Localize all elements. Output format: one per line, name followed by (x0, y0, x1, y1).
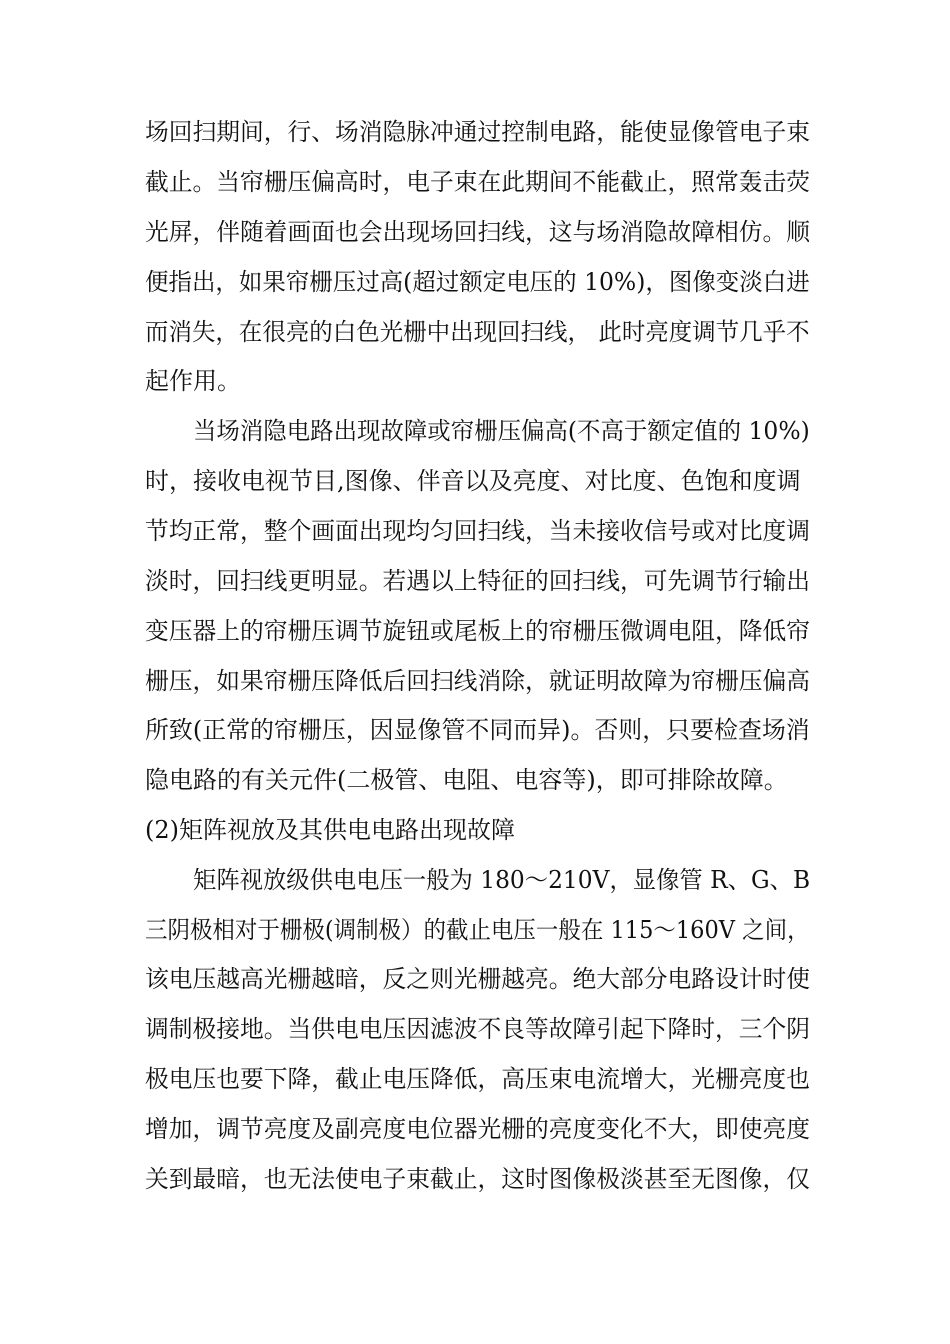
text-line: 栅压，如果帘栅压降低后回扫线消除，就证明故障为帘栅压偏高 (145, 667, 811, 695)
text-line: 极电压也要下降，截止电压降低，高压束电流增大，光栅亮度也 (145, 1065, 811, 1093)
text-line: 节均正常，整个画面出现均匀回扫线，当未接收信号或对比度调 (145, 517, 811, 545)
text-line: 变压器上的帘栅压调节旋钮或尾板上的帘栅压微调电阻，降低帘 (145, 617, 811, 645)
text-line: 该电压越高光栅越暗，反之则光栅越亮。绝大部分电路设计时使 (145, 965, 811, 993)
text-line: 便指出，如果帘栅压过高(超过额定电压的 10%)，图像变淡白进 (145, 268, 810, 296)
text-line: 当场消隐电路出现故障或帘栅压偏高(不高于额定值的 10%) (193, 417, 810, 445)
text-line: 场回扫期间，行、场消隐脉冲通过控制电路，能使显像管电子束 (145, 118, 811, 146)
text-line: 隐电路的有关元件(二极管、电阻、电容等)，即可排除故障。 (145, 766, 788, 794)
text-line: 光屏，伴随着画面也会出现场回扫线，这与场消隐故障相仿。顺 (145, 218, 811, 246)
text-line: 所致(正常的帘栅压，因显像管不同而异)。否则，只要检查场消 (145, 716, 810, 744)
section-heading: (2)矩阵视放及其供电电路出现故障 (145, 816, 515, 844)
text-line: 淡时，回扫线更明显。若遇以上特征的回扫线，可先调节行输出 (145, 567, 811, 595)
text-line: 截止。当帘栅压偏高时，电子束在此期间不能截止，照常轰击荧 (145, 168, 811, 196)
text-line: 调制极接地。当供电电压因滤波不良等故障引起下降时，三个阴 (145, 1015, 811, 1043)
text-line: 三阴极相对于栅极(调制极）的截止电压一般在 115～160V 之间， (145, 916, 810, 944)
text-line: 增加，调节亮度及副亮度电位器光栅的亮度变化不大，即使亮度 (145, 1115, 811, 1143)
text-line: 而消失，在很亮的白色光栅中出现回扫线， 此时亮度调节几乎不 (145, 318, 810, 346)
text-line: 关到最暗，也无法使电子束截止，这时图像极淡甚至无图像，仅 (145, 1165, 811, 1193)
text-line: 起作用。 (145, 367, 241, 395)
text-line: 矩阵视放级供电电压一般为 180～210V，显像管 R、G、B (193, 866, 811, 894)
text-line: 时，接收电视节目,图像、伴音以及亮度、对比度、色饱和度调 (145, 467, 801, 495)
